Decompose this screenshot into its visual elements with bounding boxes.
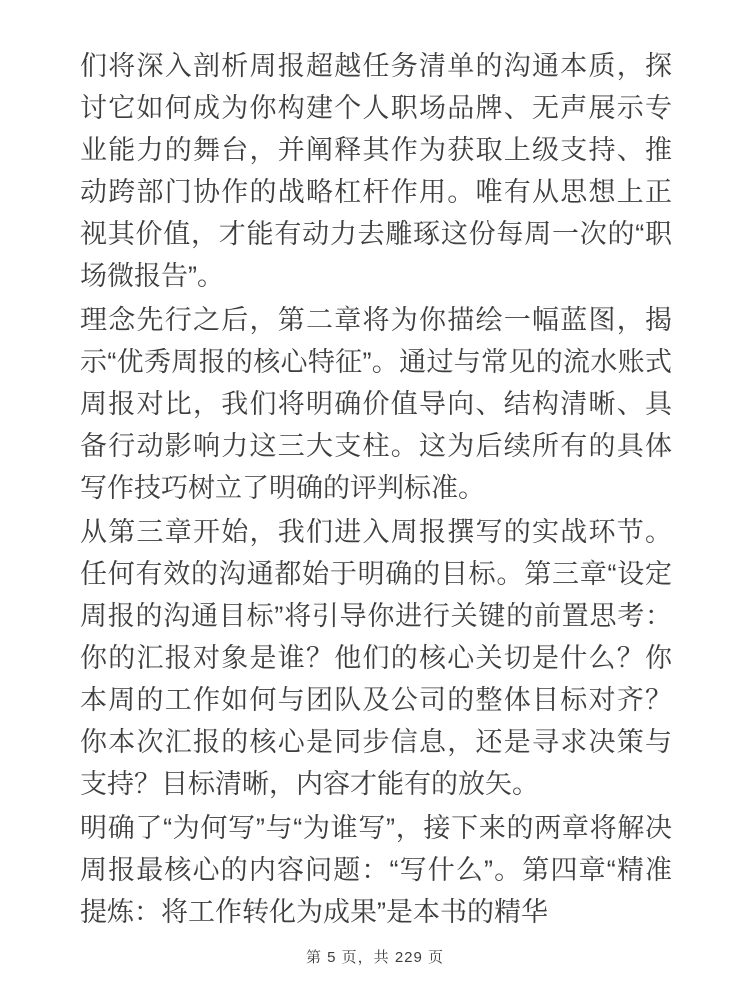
- page-content: [80, 45, 672, 935]
- paragraph-3: 从第三章开始，我们进入周报撰写的实战环节。任何有效的沟通都始于明确的目标。第三章“设定周报的沟通目标”将引导你进行关键的前置思考：你的汇报对象是谁？他们的核心关切是什么？你本周的工作如何与团队及公司的整体目标对齐？你本次汇报的核心是同步信息，还是寻求决策与支持？目标清晰，内容才能有的放矢。: [80, 517, 672, 799]
- page-number-footer: 第 5 页，共 229 页: [305, 949, 445, 966]
- paragraph-2: 理念先行之后，第二章将为你描绘一幅蓝图，揭示“优秀周报的核心特征”。通过与常见的流水账式周报对比，我们将明确价值导向、结构清晰、具备行动影响力这三大支柱。这为后续所有的具体写作技巧树立了明确的评判标准。: [80, 305, 672, 503]
- paragraph-4: 明确了“为何写”与“为谁写”，接下来的两章将解决周报最核心的内容问题：“写什么”。第四章“精准提炼：将工作转化为成果”是本书的精华: [80, 813, 672, 927]
- paragraph-1: 们将深入剖析周报超越任务清单的沟通本质，探讨它如何成为你构建个人职场品牌、无声展示专业能力的舞台，并阐释其作为获取上级支持、推动跨部门协作的战略杠杆作用。唯有从思想上正视其价值，才能有动力去雕琢这份每周一次的“职场微报告”。: [80, 51, 672, 291]
